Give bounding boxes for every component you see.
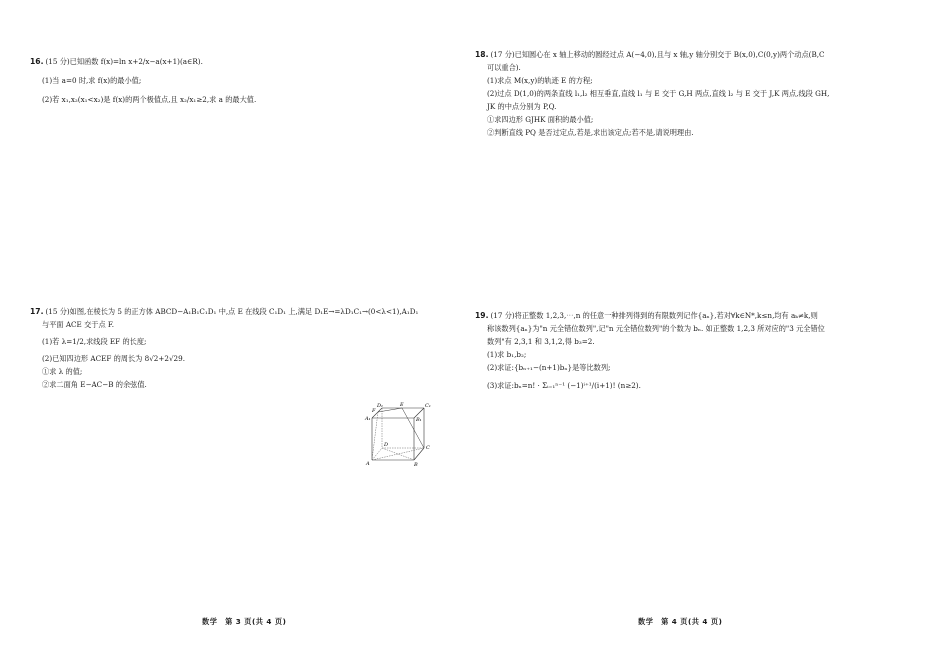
footer-page-3: 数学 第 3 页(共 4 页): [202, 617, 287, 626]
problem-19-number: 19.: [475, 311, 489, 320]
problem-17-part-2-1: ①求 λ 的值;: [42, 367, 83, 376]
footer-page-4: 数学 第 4 页(共 4 页): [638, 617, 723, 626]
problem-19-line-2: 称该数列{aₙ}为"n 元全错位数列",记"n 元全错位数列"的个数为 bₙ. 如正整数 1,2,3 所对应的"3 元全错位: [487, 324, 825, 333]
problem-17-part-2: (2)已知四边形 ACEF 的周长为 8√2+2√29.: [42, 354, 185, 363]
problem-19-line-3: 数列"有 2,3,1 和 3,1,2,得 b₃=2.: [487, 337, 595, 346]
left-page: [30, 0, 450, 649]
problem-17-part-2-2: ②求二面角 E−AC−B 的余弦值.: [42, 380, 147, 389]
problem-18-part-2: (2)过点 D(1,0)的两条直线 l₁,l₂ 相互垂直,直线 l₁ 与 E 交于 G,H 两点,直线 l₂ 与 E 交于 J,K 两点,线段 GH,: [487, 89, 830, 98]
label-b1: B₁: [416, 417, 422, 423]
problem-19-part-3: (3)求证:bₙ=n! · Σᵢ₌₁ⁿ⁻¹ (−1)ⁱ⁺¹/(i+1)! (n≥2).: [487, 381, 641, 390]
problem-19-part-2: (2)求证:{bₙ₊₁−(n+1)bₙ}是等比数列;: [487, 363, 611, 372]
label-c: C: [426, 445, 430, 451]
label-c1: C₁: [425, 403, 431, 409]
problem-17-number: 17.: [30, 307, 44, 316]
problem-17-part-1: (1)若 λ=1/2,求线段 EF 的长度;: [42, 337, 147, 346]
problem-17-line-2: 与平面 ACE 交于点 F.: [42, 320, 115, 329]
problem-16-part-2: (2)若 x₁,x₂(x₁<x₂)是 f(x)的两个极值点,且 x₂/x₁≥2,求 a 的最大值.: [42, 95, 257, 104]
problem-18-line-1: 18. (17 分)已知圆心在 x 轴上移动的圆经过点 A(−4,0),且与 x 轴,y 轴分别交于 B(x,0),C(0,y)两个动点(B,C: [475, 50, 825, 59]
problem-19-part-1: (1)求 b₁,b₂;: [487, 350, 527, 359]
problem-18-part-2-1: ①求四边形 GJHK 面积的最小值;: [487, 115, 594, 124]
problem-18-part-1: (1)求点 M(x,y)的轨迹 E 的方程;: [487, 76, 593, 85]
problem-16: [30, 55, 450, 106]
right-page: [475, 0, 895, 649]
label-d: D: [384, 442, 389, 448]
problem-17-line-1: 17. (15 分)如图,在棱长为 5 的正方体 ABCD−A₁B₁C₁D₁ 中,点 E 在线段 C₁D₁ 上,满足 D₁E→=λD₁C₁→(0<λ<1),A₁D₁: [30, 307, 419, 316]
problem-16-number: 16.: [30, 57, 44, 66]
problem-19-line-1: 19. (17 分)将正整数 1,2,3,⋯,n 的任意一种排列得到的有限数列记作{aₙ},若对∀k∈N*,k≤n,均有 aₖ≠k,则: [475, 311, 818, 320]
label-f: F: [372, 408, 376, 414]
label-a1: A₁: [365, 416, 371, 422]
problem-18-line-5: JK 的中点分别为 P,Q.: [487, 102, 557, 111]
label-d1: D₁: [377, 403, 384, 409]
label-a: A: [366, 461, 370, 467]
problem-18-line-2: 可以重合).: [487, 63, 521, 72]
label-e: E: [400, 402, 404, 408]
problem-16-line-1: 16. (15 分)已知函数 f(x)=ln x+2/x−a(x+1)(a∈R).: [30, 57, 203, 66]
label-b: B: [414, 462, 418, 468]
cube-figure: [362, 402, 442, 472]
cube-diagram: [362, 402, 442, 472]
problem-17: [30, 305, 450, 391]
problem-16-part-1: (1)当 a=0 时,求 f(x)的最小值;: [42, 76, 142, 85]
problem-18-number: 18.: [475, 50, 489, 59]
problem-18: [475, 48, 895, 139]
problem-19: [475, 309, 895, 392]
problem-18-part-2-2: ②判断直线 PQ 是否过定点,若是,求出该定点;若不是,请说明理由.: [487, 128, 694, 137]
